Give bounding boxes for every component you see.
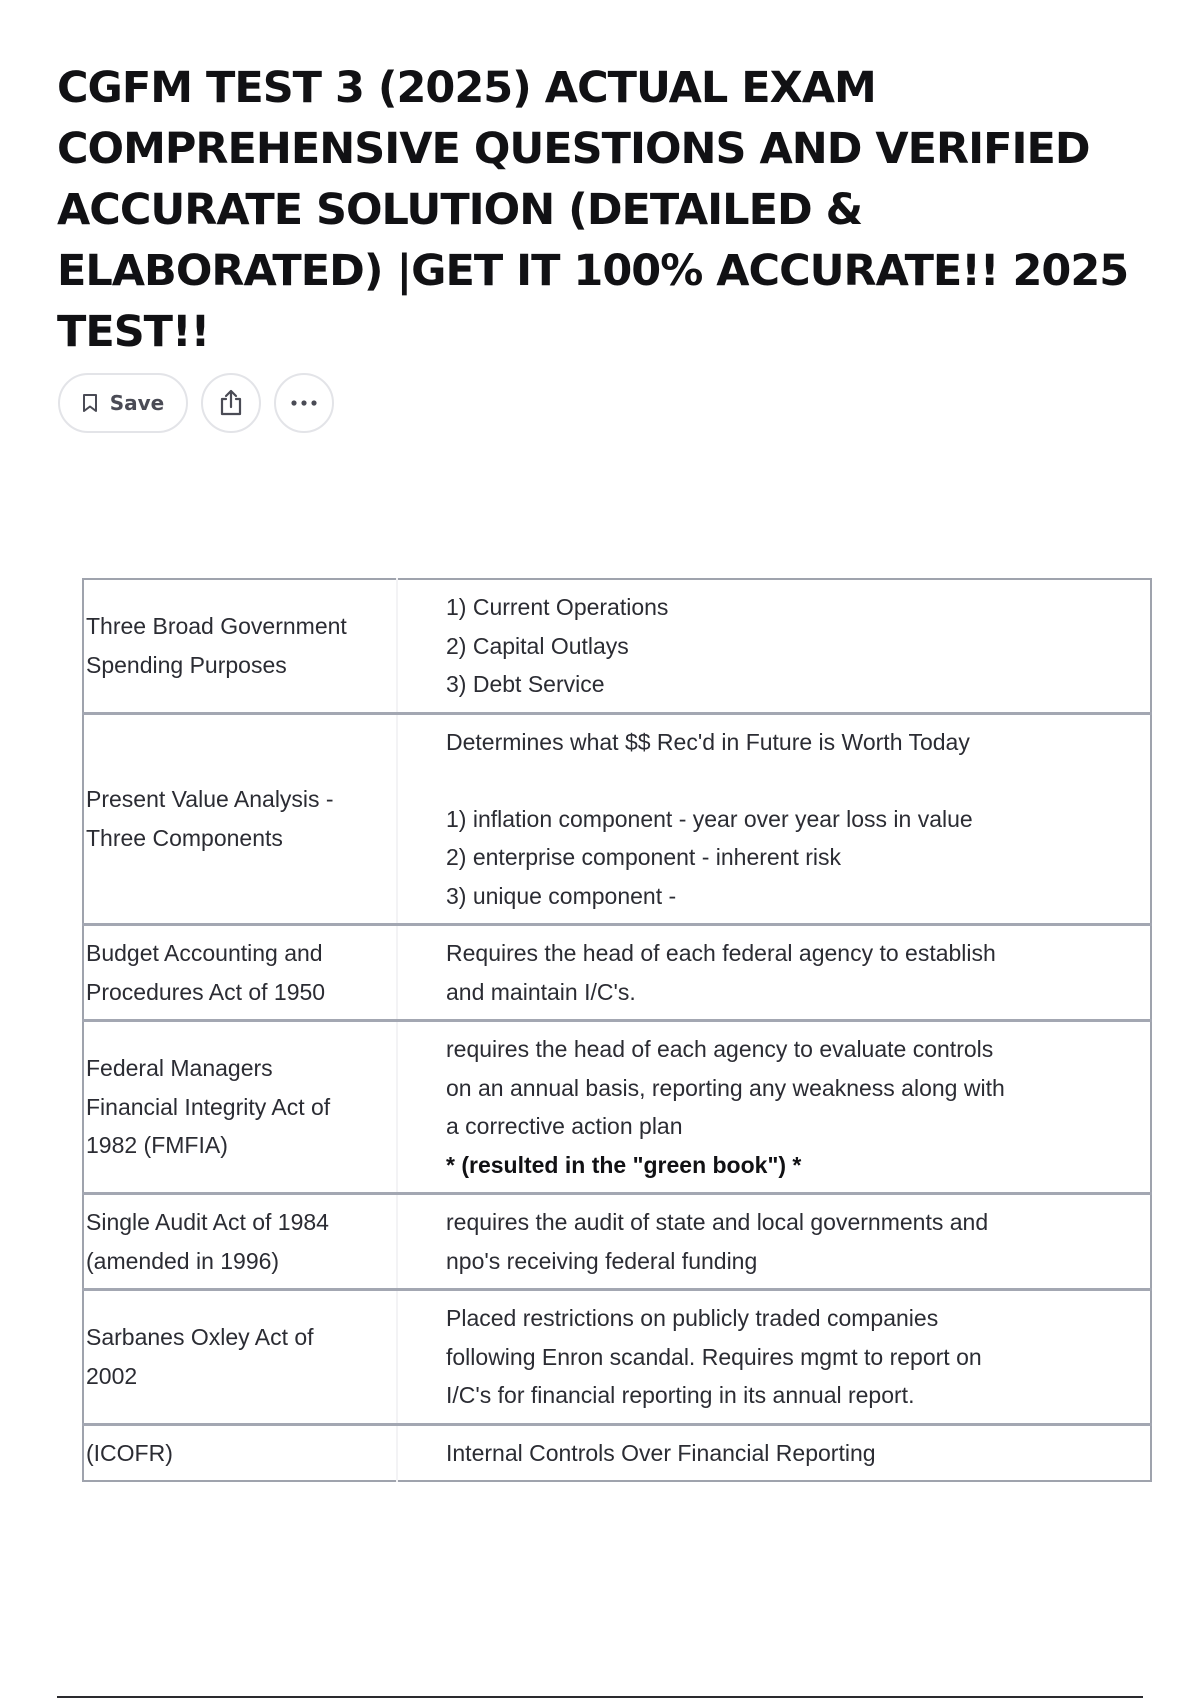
term-cell <box>83 1424 397 1481</box>
table-row <box>83 713 1151 925</box>
table-row <box>83 1021 1151 1194</box>
term-cell <box>83 713 397 925</box>
definition-emphasis: * (resulted in the "green book") * <box>446 1151 802 1178</box>
flashcard-table <box>82 578 1152 1482</box>
term-line: Three Broad Government <box>86 613 347 640</box>
definition-cell <box>397 579 1151 713</box>
term-line: Budget Accounting and <box>86 940 323 966</box>
blank-line <box>446 761 1130 800</box>
term-line: 2002 <box>86 1362 138 1389</box>
definition-line: 3) Debt Service <box>446 671 605 697</box>
share-icon <box>218 389 244 417</box>
table-row <box>83 1290 1151 1425</box>
term-line: Financial Integrity Act of <box>86 1093 331 1120</box>
term-line: (ICOFR) <box>86 1439 173 1466</box>
definition-line: Determines what $$ Rec'd in Future is Worth Today <box>446 728 970 755</box>
more-options-button[interactable] <box>274 373 334 433</box>
share-button[interactable] <box>201 373 261 433</box>
definition-line: on an annual basis, reporting any weakness along with <box>446 1074 1005 1101</box>
definition-line: 1) Current Operations <box>446 594 669 620</box>
definition-line: and maintain I/C's. <box>446 978 636 1005</box>
more-icon <box>290 399 318 407</box>
save-button-label: Save <box>109 391 165 415</box>
definition-line: 1) inflation component - year over year loss in value <box>446 805 973 832</box>
term-line: Sarbanes Oxley Act of <box>86 1324 314 1351</box>
term-line: Single Audit Act of 1984 <box>86 1209 329 1235</box>
save-button[interactable] <box>58 373 188 433</box>
term-cell <box>83 579 397 713</box>
term-line: Spending Purposes <box>86 651 287 678</box>
page-title: CGFM TEST 3 (2025) ACTUAL EXAM COMPREHENSIVE QUESTIONS AND VERIFIED ACCURATE SOLUTION (DETAILED & ELABORATED) |GET IT 100% ACCURATE!! 2025 TEST!! <box>57 63 1129 357</box>
definition-line: requires the head of each agency to evaluate controls <box>446 1036 994 1062</box>
action-bar <box>58 373 334 433</box>
definition-line: following Enron scandal. Requires mgmt to report on <box>446 1343 982 1370</box>
definition-line: 2) enterprise component - inherent risk <box>446 844 842 870</box>
definition-line: Requires the head of each federal agency to establish <box>446 940 996 966</box>
definition-cell <box>397 1021 1151 1194</box>
definition-line: a corrective action plan <box>446 1113 683 1139</box>
definition-line: requires the audit of state and local governments and <box>446 1209 989 1235</box>
table-row <box>83 925 1151 1021</box>
definition-cell <box>397 1194 1151 1290</box>
definition-line: 3) unique component - <box>446 882 677 909</box>
term-line: 1982 (FMFIA) <box>86 1132 228 1159</box>
definition-cell <box>397 925 1151 1021</box>
definition-cell <box>397 1424 1151 1481</box>
definition-line: Placed restrictions on publicly traded companies <box>446 1305 939 1331</box>
definition-line: 2) Capital Outlays <box>446 632 629 659</box>
term-cell <box>83 1290 397 1425</box>
table-row <box>83 579 1151 713</box>
term-cell <box>83 1194 397 1290</box>
term-cell <box>83 1021 397 1194</box>
page-divider <box>57 1696 1143 1698</box>
table-row <box>83 1424 1151 1481</box>
definition-cell <box>397 1290 1151 1425</box>
term-line: Present Value Analysis - <box>86 786 334 813</box>
definition-line: Internal Controls Over Financial Reporting <box>446 1439 876 1466</box>
bookmark-icon <box>82 393 98 413</box>
term-line: (amended in 1996) <box>86 1247 280 1274</box>
term-line: Three Components <box>86 824 283 851</box>
definition-line: I/C's for financial reporting in its annual report. <box>446 1382 915 1408</box>
table-row <box>83 1194 1151 1290</box>
definition-cell <box>397 713 1151 925</box>
term-line: Federal Managers <box>86 1055 273 1082</box>
term-cell <box>83 925 397 1021</box>
definition-line: npo's receiving federal funding <box>446 1247 758 1274</box>
term-line: Procedures Act of 1950 <box>86 978 326 1005</box>
